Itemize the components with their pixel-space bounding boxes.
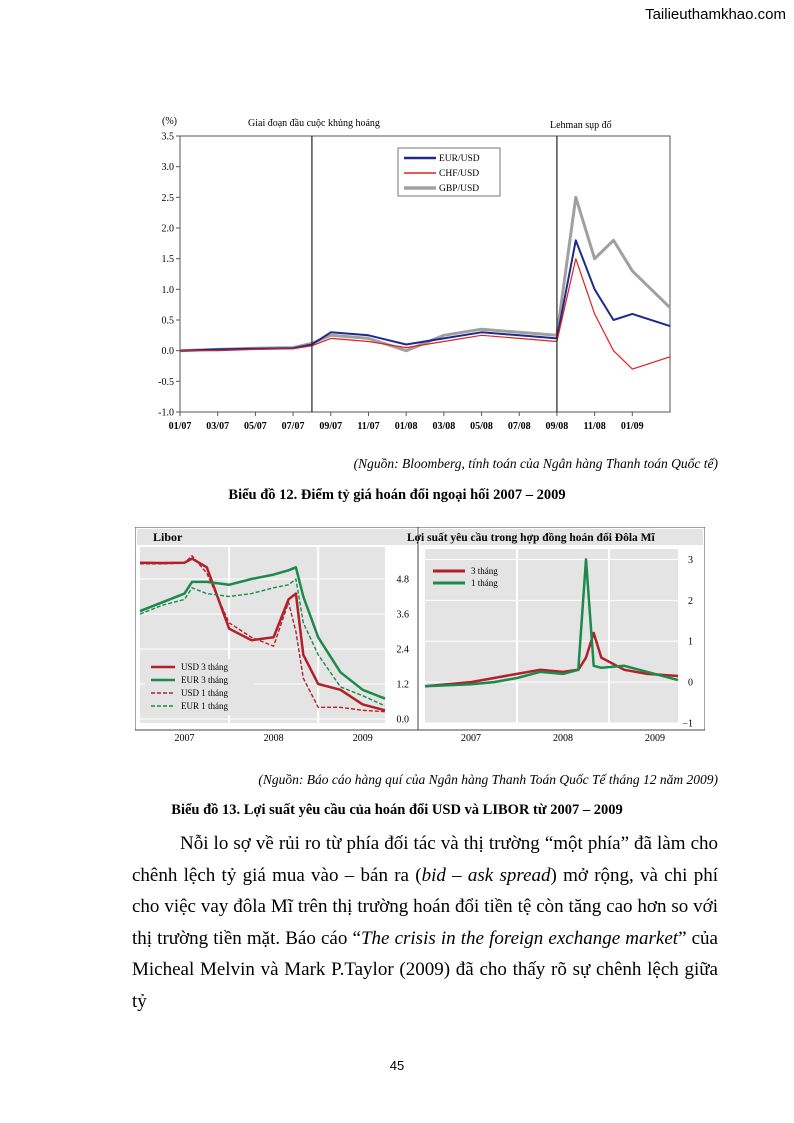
paragraph-part-2: ) mở rộng, và chi phí cho việc vay đôla Mĩ trên thị trường hoán đổi tiền tệ còn tăng cao hơn so với thị trường tiền mặt. Báo cáo “ [132, 864, 719, 949]
figure-13-caption: Biểu đồ 13. Lợi suất yêu cầu của hoán đổi USD và LIBOR từ 2007 – 2009 [171, 802, 623, 818]
site-watermark: Tailieuthamkhao.com [645, 6, 786, 23]
fx-swap-chart [130, 112, 685, 442]
legend-label-eur1m: EUR 1 tháng [181, 701, 228, 711]
x-tick-label: 07/07 [281, 421, 305, 432]
libor-x-tick-label: 2007 [174, 733, 195, 744]
libor-swap-chart-svg [135, 527, 705, 747]
swap-x-tick-label: 2009 [645, 733, 665, 744]
annotation-crisis-start: Giai đoạn đầu cuộc khủng hoảng [248, 118, 380, 129]
legend [398, 148, 500, 196]
y-tick-label: -1.0 [158, 407, 174, 419]
swap-panel [407, 529, 703, 730]
libor-x-tick-label: 2009 [352, 733, 373, 744]
y-tick-label: 1.5 [161, 254, 174, 266]
term-bid-ask-spread: bid – ask spread [421, 864, 551, 886]
paragraph-text [132, 828, 718, 1017]
x-tick-label: 05/08 [470, 421, 493, 432]
page-number: 45 [389, 1058, 405, 1073]
x-tick-label: 07/08 [507, 421, 531, 432]
paragraph-part-1: Nỗi lo sợ về rủi ro từ phía đối tác và thị trường “một phía” đã làm cho chênh lệch tỷ giá mua vào – bán ra ( [132, 833, 718, 886]
libor-panel-title: Libor [153, 530, 183, 544]
libor-y-tick-label: 3.6 [396, 609, 409, 621]
libor-y-tick-label: 4.8 [396, 574, 409, 586]
x-tick-label: 05/07 [243, 421, 267, 432]
y-tick-label: 3.0 [161, 162, 174, 174]
report-title: The crisis in the foreign exchange market [360, 927, 679, 949]
y-tick-label: 3.5 [161, 131, 174, 143]
libor-panel [137, 529, 416, 726]
swap-plot-bg [425, 549, 678, 723]
libor-y-tick-label: 0.0 [396, 714, 409, 726]
figure-12-caption: Biểu đồ 12. Điểm tỷ giá hoán đổi ngoại hối 2007 – 2009 [228, 487, 566, 503]
y-tick-label: 0.5 [161, 315, 174, 327]
fx-swap-chart-svg [130, 112, 685, 442]
body-paragraph [132, 828, 718, 1017]
libor-y-tick-label: 1.2 [396, 679, 409, 691]
x-tick-label: 01/09 [620, 421, 644, 432]
legend-label-3m: 3 tháng [471, 566, 498, 576]
libor-y-tick-label: 2.4 [396, 644, 409, 656]
libor-legend [145, 659, 253, 715]
swap-x-tick-label: 2008 [553, 733, 573, 744]
y-axis-unit-label: (%) [162, 116, 177, 127]
swap-panel-title: Lợi suất yêu cầu trong hợp đồng hoán đổi Đôla Mĩ [407, 532, 655, 544]
x-tick-label: 01/08 [394, 421, 418, 432]
x-tick-label: 03/08 [432, 421, 456, 432]
libor-swap-chart [135, 527, 705, 747]
swap-y-tick-label: 3 [688, 554, 693, 566]
libor-x-tick-label: 2008 [263, 733, 284, 744]
legend-label-usd1m: USD 1 tháng [181, 688, 228, 698]
swap-y-tick-label: −1 [682, 718, 693, 730]
legend-label-1m: 1 tháng [471, 578, 498, 588]
legend-label-eurusd: EUR/USD [439, 154, 480, 164]
y-tick-label: -0.5 [158, 376, 174, 388]
x-tick-label: 03/07 [206, 421, 230, 432]
figure-13-source: (Nguồn: Báo cáo hàng quí của Ngân hàng Thanh Toán Quốc Tế tháng 12 năm 2009) [258, 772, 718, 787]
y-tick-label: 2.0 [161, 223, 174, 235]
x-tick-label: 11/08 [583, 421, 606, 432]
legend-label-usd3m: USD 3 tháng [181, 662, 228, 672]
figure-12-source: (Nguồn: Bloomberg, tính toán của Ngân hàng Thanh toán Quốc tế) [353, 456, 718, 471]
y-tick-label: 0.0 [161, 346, 174, 358]
legend-label-eur3m: EUR 3 tháng [181, 675, 228, 685]
swap-y-tick-label: 2 [688, 595, 693, 607]
x-tick-label: 09/07 [319, 421, 343, 432]
swap-x-tick-label: 2007 [461, 733, 481, 744]
y-tick-label: 1.0 [161, 284, 174, 296]
annotation-lehman: Lehman sụp đổ [550, 120, 612, 131]
x-tick-label: 09/08 [545, 421, 569, 432]
x-tick-label: 01/07 [168, 421, 192, 432]
swap-y-tick-label: 1 [688, 636, 693, 648]
legend-label-chfusd: CHF/USD [439, 169, 480, 179]
y-tick-label: 2.5 [161, 192, 174, 204]
paragraph-part-3: ” của Micheal Melvin và Mark P.Taylor (2009) đã cho thấy rõ sự chênh lệch giữa tỷ [132, 927, 718, 1012]
legend-label-gbpusd: GBP/USD [439, 184, 480, 194]
x-tick-label: 11/07 [357, 421, 380, 432]
swap-y-tick-label: 0 [688, 677, 693, 689]
